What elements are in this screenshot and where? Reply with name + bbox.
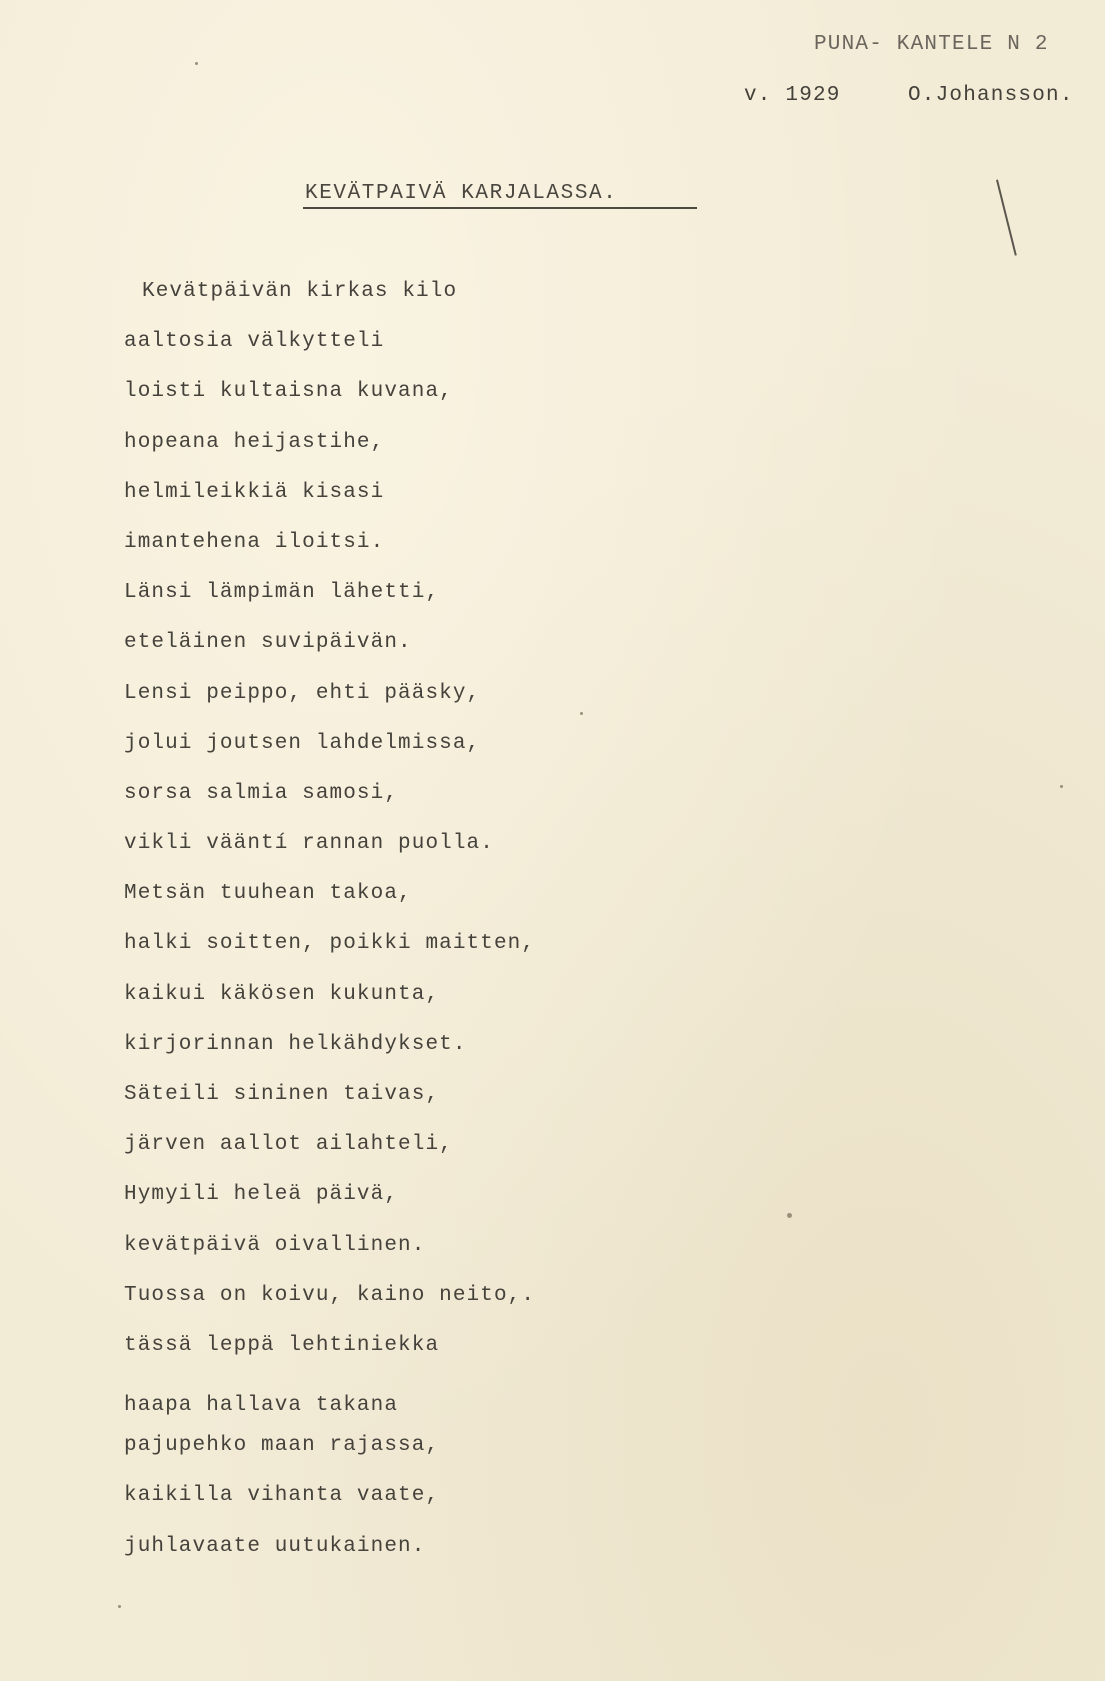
poem-line: loisti kultaisna kuvana,: [124, 380, 453, 404]
poem-line: sorsa salmia samosi,: [124, 781, 399, 805]
poem-line: halki soitten, poikki maitten,: [124, 932, 536, 956]
poem-line: helmileikkiä kisasi: [124, 480, 385, 504]
poem-line: haapa hallava takana: [124, 1394, 399, 1418]
poem-line: eteläinen suvipäivän.: [124, 631, 412, 655]
poem-body: [124, 277, 535, 1582]
title-underline: [303, 207, 697, 209]
poem-line: järven aallot ailahteli,: [124, 1133, 453, 1157]
year-label: v. 1929: [744, 84, 841, 107]
paper-speck: [195, 62, 198, 65]
poem-line: kevätpäivä oivallinen.: [124, 1233, 426, 1257]
poem-line: juhlavaate uutukainen.: [124, 1534, 426, 1558]
series-header: PUNA- KANTELE N 2: [814, 33, 1049, 56]
poem-line: kaikilla vihanta vaate,: [124, 1484, 440, 1508]
poem-line: Tuossa on koivu, kaino neito,.: [124, 1283, 536, 1307]
poem-line: kirjorinnan helkähdykset.: [124, 1032, 467, 1056]
poem-line: imantehena iloitsi.: [124, 530, 385, 554]
pen-mark: [996, 180, 1017, 256]
paper-speck: [787, 1213, 792, 1218]
poem-line: Säteili sininen taivas,: [124, 1083, 440, 1106]
poem-title: KEVÄTPAIVÄ KARJALASSA.: [305, 182, 618, 205]
poem-line: Metsän tuuhean takoa,: [124, 882, 412, 906]
author-name: O.Johansson.: [908, 84, 1074, 107]
poem-line: tässä leppä lehtiniekka: [124, 1333, 440, 1357]
poem-line: hopeana heijastihe,: [124, 430, 385, 454]
paper-speck: [580, 712, 583, 715]
poem-line: aaltosia välkytteli: [124, 330, 385, 354]
poem-line: Hymyili helеä päivä,: [124, 1183, 399, 1207]
poem-line: Kevätpäivän kirkas kilo: [142, 280, 458, 303]
poem-line: vikli vääntí rannan puolla.: [124, 832, 494, 856]
poem-line: jolui joutsen lahdelmissa,: [124, 731, 481, 755]
poem-line: Lensi peippo, ehti pääsky,: [124, 681, 481, 705]
poem-line: Länsi lämpimän lähetti,: [124, 581, 440, 605]
poem-line: pajupehko maan rajassa,: [124, 1434, 440, 1458]
poem-line: kaikui käkösen kukunta,: [124, 982, 440, 1006]
paper-speck: [118, 1605, 121, 1608]
paper-speck: [1060, 785, 1063, 788]
